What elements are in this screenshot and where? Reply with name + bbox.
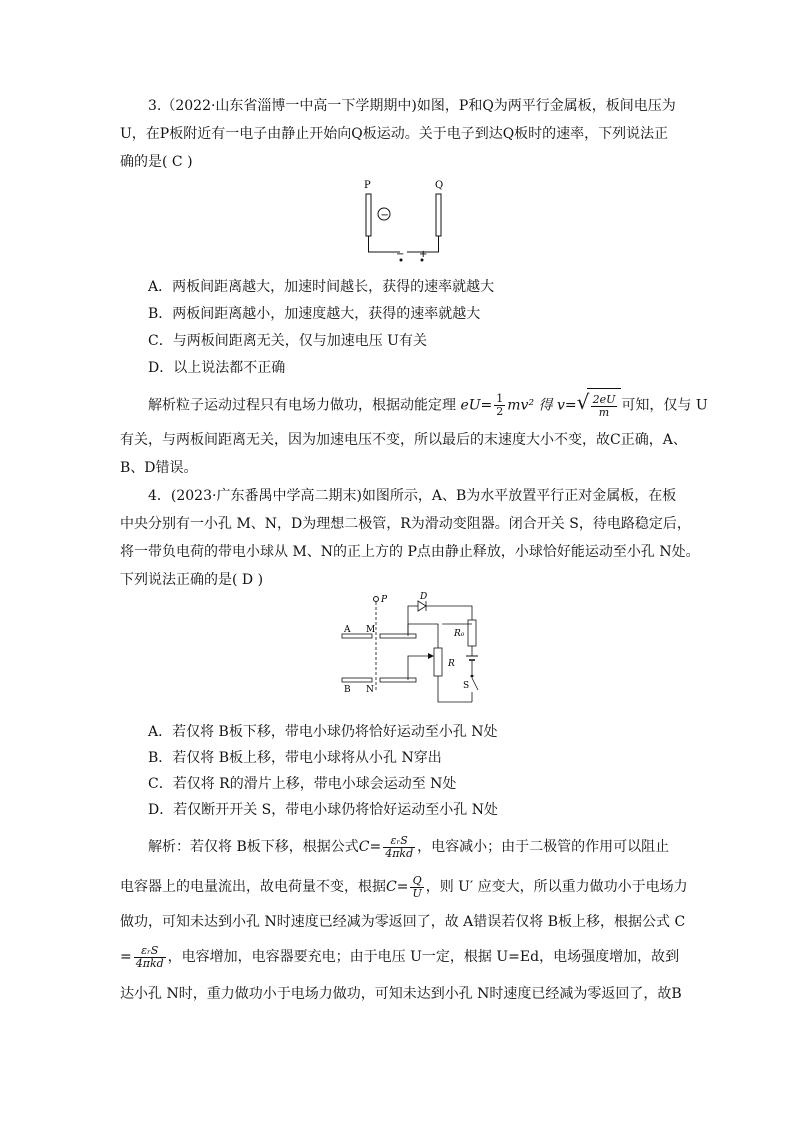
plate-p xyxy=(366,194,371,236)
q4-line-1: 4．(2023·广东番禺中学高二期末)如图所示，A、B为水平放置平行正对金属板，在板 xyxy=(148,488,677,504)
q4-capacitance-fraction xyxy=(383,835,415,860)
label-a: A xyxy=(344,625,351,635)
q4-qu-den: U xyxy=(412,886,422,900)
label-p: P xyxy=(364,180,371,191)
q3-option-b: B．两板间距离越小，加速度越大，获得的速率就越大 xyxy=(148,306,481,322)
q3-circuit-figure xyxy=(340,176,470,268)
q4-analysis4-text-b: ，电容增加，电容器要充电；由于电压 U一定，根据 U=Ed，电场强度增加，故到 xyxy=(167,949,680,965)
q4-analysis-text-a: 解析：若仅将 B板下移，根据公式 xyxy=(148,839,359,855)
q3-option-c: C．与两板间距离无关，仅与加速电压 U有关 xyxy=(148,333,427,349)
label-d: D xyxy=(420,592,428,602)
q3-frac-den: 2 xyxy=(496,405,504,418)
q4-line-2: 中央分别有一小孔 M、N，D为理想二极管，R为滑动变阻器。闭合开关 S，待电路稳定后， xyxy=(120,516,691,532)
q4-frac2-num: εᵣS xyxy=(134,945,166,958)
q4-frac2-den: 4πkd xyxy=(135,956,164,970)
plate-b-right xyxy=(380,678,416,682)
plate-a-right xyxy=(380,634,416,638)
q4-analysis2-text-a: 电容器上的电量流出，故电荷量不变，根据 xyxy=(120,879,386,895)
label-n: N xyxy=(366,685,374,695)
q4-frac-den: 4πkd xyxy=(385,846,414,860)
q4-circuit-figure xyxy=(338,592,498,708)
q3-analysis-text-b: 可知，仅与 U xyxy=(621,397,708,414)
switch-icon xyxy=(472,678,478,690)
q4-analysis-text-b: ，电容减小；由于二极管的作用可以阻止 xyxy=(417,839,670,855)
q3-sqrt-fraction xyxy=(591,394,618,419)
q4-eq-sign: = xyxy=(120,949,132,965)
q3-line-1: 3.（2022·山东省淄博一中高一下学期期中)如图，P和Q为两平行金属板，板间电压为 xyxy=(148,98,676,114)
q4-qu-fraction xyxy=(410,875,423,900)
rheostat-slider xyxy=(408,656,428,680)
q3-eq1: eU= xyxy=(460,397,493,414)
q4-qu-num: Q xyxy=(410,875,423,888)
electron-sign: − xyxy=(380,210,389,221)
q3-eq1b: mv² 得 v= xyxy=(507,397,577,414)
label-r: R xyxy=(448,659,455,669)
q3-analysis-line-2: 有关，与两板间距离无关，因为加速电压不变，所以最后的末速度大小不变，故C正确，A、 xyxy=(120,432,687,448)
q4-analysis-line-2 xyxy=(120,870,688,906)
q4-c-eq: C= xyxy=(358,839,382,855)
label-q: Q xyxy=(435,180,444,191)
label-m: M xyxy=(366,625,376,635)
q4-analysis2-text-b: ，则 U′ 应变大，所以重力做功小于电场力 xyxy=(425,879,688,895)
q4-line-3: 将一带负电荷的带电小球从 M、N的正上方的 P点由静止释放，小球恰好能运动至小孔 N处。 xyxy=(120,544,700,560)
plate-b xyxy=(342,678,372,682)
q4-frac-num: εᵣS xyxy=(383,835,415,848)
wire-top-right xyxy=(426,606,472,620)
q3-analysis-text-a: 解析粒子运动过程只有电场力做功，根据动能定理 xyxy=(148,397,456,414)
plate-q xyxy=(436,194,441,236)
label-p: P xyxy=(381,595,388,605)
wire-mid xyxy=(408,624,438,648)
q4-option-a: A．若仅将 B板下移，带电小球仍将恰好运动至小孔 N处 xyxy=(148,724,498,740)
point-p xyxy=(374,597,379,602)
minus-sign: − xyxy=(396,249,405,260)
q3-option-a: A．两板间距离越大，加速时间越长，获得的速率就越大 xyxy=(148,279,495,295)
q3-option-d: D．以上说法都不正确 xyxy=(148,360,286,376)
q4-analysis-line-4 xyxy=(120,940,680,976)
q4-analysis-line-5: 达小孔 N时，重力做功小于电场力做功，可知未达到小孔 N时速度已经减为零返回了，故B xyxy=(120,986,682,1002)
q3-analysis-line-3: B、D错误。 xyxy=(120,460,198,476)
q4-c-eq2: C= xyxy=(386,879,409,895)
q3-fraction-half xyxy=(494,393,505,418)
plus-sign: + xyxy=(419,249,428,260)
diode-icon xyxy=(418,601,426,611)
q4-analysis-line-1 xyxy=(148,830,708,866)
q4-option-b: B．若仅将 B板上移，带电小球将从小孔 N穿出 xyxy=(148,750,442,766)
q3-frac-num: 1 xyxy=(496,392,504,405)
rheostat-r xyxy=(434,648,442,676)
q4-line-4: 下列说法正确的是( D ) xyxy=(120,572,264,588)
q4-option-c: C．若仅将 R的滑片上移，带电小球会运动至 N处 xyxy=(148,776,457,792)
wire-top xyxy=(408,606,418,634)
q3-sqrt: √ $\frac{2eU}{m}$ xyxy=(577,388,622,423)
q4-capacitance-fraction-2 xyxy=(134,945,166,970)
q3-analysis-line-1 xyxy=(148,388,708,424)
label-r0: R₀ xyxy=(454,629,465,639)
label-s: S xyxy=(463,681,470,691)
label-b: B xyxy=(344,685,351,695)
q3-line-2: U，在P板附近有一电子由静止开始向Q板运动。关于电子到达Q板时的速率，下列说法正 xyxy=(120,126,669,142)
q4-analysis-line-3: 做功，可知未达到小孔 N时速度已经减为零返回了，故 A错误若仅将 B板上移，根据公式 C xyxy=(120,914,686,930)
q4-option-d: D．若仅断开开关 S，带电小球仍将恰好运动至小孔 N处 xyxy=(148,802,498,818)
q3-sqrt-num: 2eU xyxy=(592,392,616,406)
q3-sqrt-den: m xyxy=(598,405,610,419)
q3-line-3: 确的是( C ) xyxy=(120,154,193,170)
